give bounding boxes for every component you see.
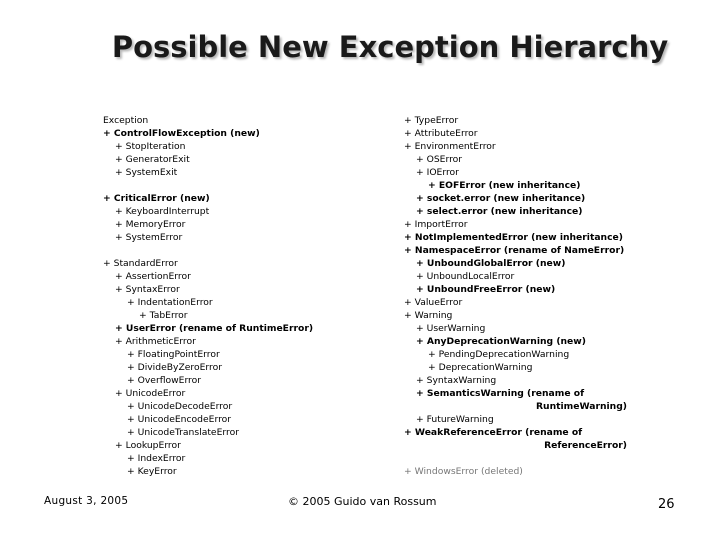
hierarchy-item: + select.error (new inheritance)	[416, 206, 583, 217]
hierarchy-item: + NotImplementedError (new inheritance)	[404, 232, 623, 243]
hierarchy-item: + DeprecationWarning	[428, 362, 533, 373]
footer-date: August 3, 2005	[44, 495, 129, 507]
hierarchy-item: + StandardError	[103, 258, 178, 269]
hierarchy-item-continuation: ReferenceError)	[544, 440, 627, 451]
hierarchy-left-column	[103, 114, 383, 478]
hierarchy-item: + SystemError	[115, 232, 183, 243]
hierarchy-item: + OSError	[416, 154, 463, 165]
hierarchy-item: + UnboundFreeError (new)	[416, 284, 556, 295]
hierarchy-item: + SyntaxWarning	[416, 375, 497, 386]
footer-copyright: © 2005 Guido van Rossum	[288, 495, 437, 508]
hierarchy-item: + KeyboardInterrupt	[115, 206, 210, 217]
hierarchy-item: + UnicodeError	[115, 388, 186, 399]
hierarchy-item: + AssertionError	[115, 271, 191, 282]
hierarchy-item: + IndentationError	[127, 297, 213, 308]
hierarchy-item: + Warning	[404, 310, 453, 321]
hierarchy-item: + OverflowError	[127, 375, 202, 386]
hierarchy-item: + EOFError (new inheritance)	[428, 180, 581, 191]
spacer	[103, 244, 383, 257]
hierarchy-item: + SystemExit	[115, 167, 178, 178]
spacer	[404, 452, 714, 465]
hierarchy-item: + EnvironmentError	[404, 141, 496, 152]
hierarchy-item: + UnicodeDecodeError	[127, 401, 233, 412]
hierarchy-item: + FloatingPointError	[127, 349, 220, 360]
hierarchy-item: Exception	[103, 115, 149, 126]
spacer	[103, 179, 383, 192]
hierarchy-item: + UserError (rename of RuntimeError)	[115, 323, 314, 334]
hierarchy-item: + AnyDeprecationWarning (new)	[416, 336, 586, 347]
hierarchy-item: + CriticalError (new)	[103, 193, 210, 204]
slide-title: Possible New Exception Hierarchy	[111, 30, 669, 64]
hierarchy-item: + PendingDeprecationWarning	[428, 349, 570, 360]
hierarchy-item: + AttributeError	[404, 128, 478, 139]
hierarchy-item: + DivideByZeroError	[127, 362, 222, 373]
hierarchy-item: + UnboundLocalError	[416, 271, 515, 282]
hierarchy-item: + ControlFlowException (new)	[103, 128, 260, 139]
hierarchy-item: + SyntaxError	[115, 284, 180, 295]
hierarchy-item: + socket.error (new inheritance)	[416, 193, 586, 204]
hierarchy-item: + GeneratorExit	[115, 154, 190, 165]
hierarchy-item: + StopIteration	[115, 141, 186, 152]
hierarchy-item: + KeyError	[127, 466, 177, 477]
hierarchy-item: + SemanticsWarning (rename of	[416, 388, 585, 399]
hierarchy-item: + UnboundGlobalError (new)	[416, 258, 566, 269]
hierarchy-item: + TypeError	[404, 115, 459, 126]
hierarchy-item: + IOError	[416, 167, 459, 178]
hierarchy-item-continuation: RuntimeWarning)	[535, 401, 627, 412]
hierarchy-item: + NamespaceError (rename of NameError)	[404, 245, 625, 256]
hierarchy-right-column	[404, 114, 714, 478]
hierarchy-item: + WindowsError (deleted)	[404, 466, 523, 477]
hierarchy-item: + UnicodeEncodeError	[127, 414, 232, 425]
hierarchy-item: + ValueError	[404, 297, 463, 308]
hierarchy-item: + WeakReferenceError (rename of	[404, 427, 583, 438]
hierarchy-item: + TabError	[139, 310, 188, 321]
hierarchy-item: + UserWarning	[416, 323, 486, 334]
hierarchy-item: + IndexError	[127, 453, 186, 464]
hierarchy-item: + ImportError	[404, 219, 468, 230]
hierarchy-item: + UnicodeTranslateError	[127, 427, 239, 438]
hierarchy-item: + LookupError	[115, 440, 181, 451]
hierarchy-item: + FutureWarning	[416, 414, 494, 425]
hierarchy-item: + MemoryError	[115, 219, 186, 230]
hierarchy-item: + ArithmeticError	[115, 336, 196, 347]
page-number: 26	[658, 497, 675, 512]
